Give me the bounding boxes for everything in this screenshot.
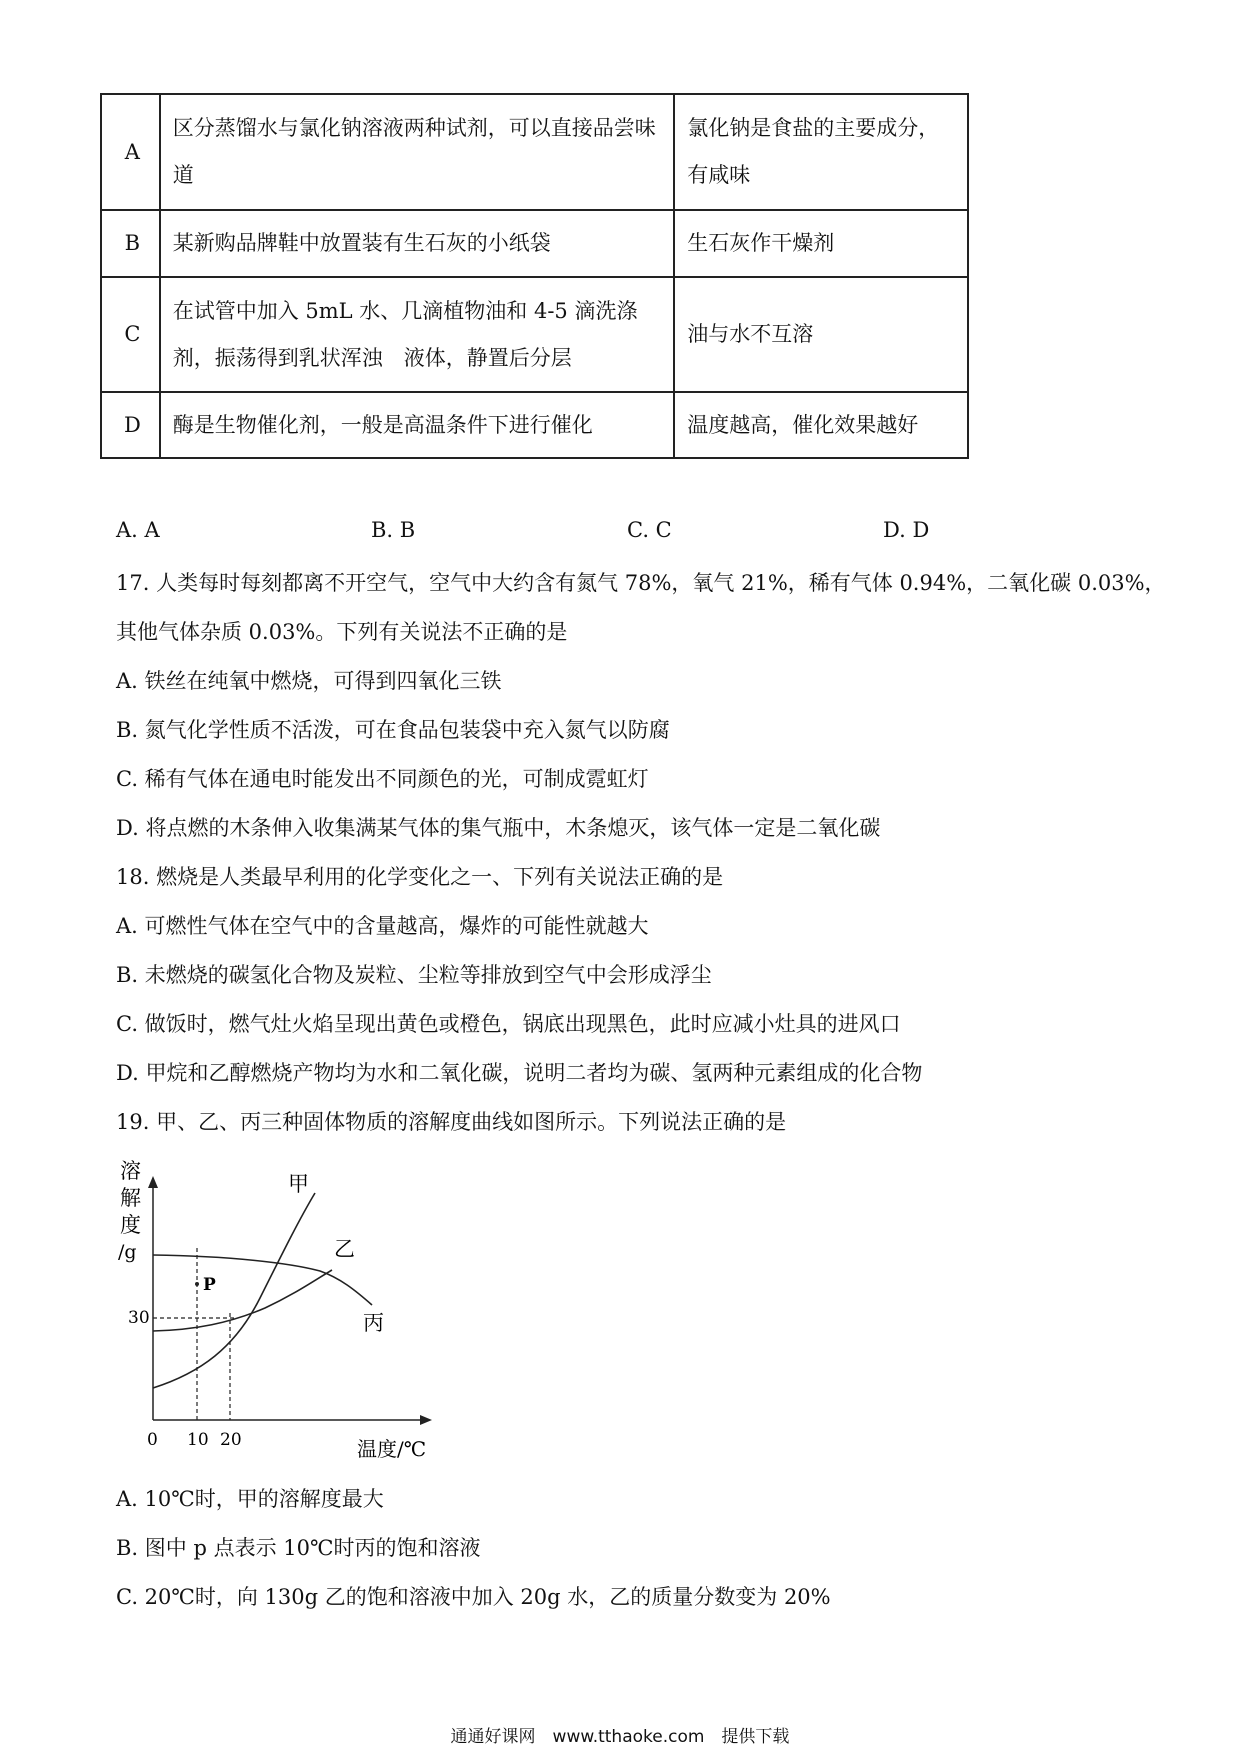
table-option: C [101, 277, 160, 392]
x-axis-arrow [420, 1415, 432, 1425]
y-label-char: 解 [120, 1186, 141, 1210]
table-description: 区分蒸馏水与氯化钠溶液两种试剂，可以直接品尝味道 [160, 94, 675, 210]
x-axis-label: 温度/℃ [357, 1437, 427, 1458]
q19-option-a: A. 10℃时，甲的溶解度最大 [116, 1487, 384, 1511]
series-label-jia: 甲 [288, 1172, 309, 1196]
q17-stem-line1: 17. 人类每时每刻都离不开空气，空气中大约含有氮气 78%，氧气 21%，稀有气体 0.94%，二氧化碳 0.03%， [116, 571, 1166, 595]
series-label-bing: 丙 [363, 1311, 384, 1335]
q18-option-d: D. 甲烷和乙醇燃烧产物均为水和二氧化碳，说明二者均为碳、氢两种元素组成的化合物 [116, 1061, 923, 1085]
table-row [101, 94, 968, 210]
table-description: 某新购品牌鞋中放置装有生石灰的小纸袋 [160, 210, 675, 277]
q18-stem: 18. 燃烧是人类最早利用的化学变化之一、下列有关说法正确的是 [116, 865, 724, 889]
q17-stem-line2: 其他气体杂质 0.03%。下列有关说法不正确的是 [116, 620, 568, 644]
q19-stem: 19. 甲、乙、丙三种固体物质的溶解度曲线如图所示。下列说法正确的是 [116, 1110, 787, 1134]
q16-choices [0, 518, 1240, 548]
page-footer: 通通好课网 www.tthaoke.com 提供下载 [450, 1727, 790, 1747]
table-description: 在试管中加入 5mL 水、几滴植物油和 4-5 滴洗涤剂，振荡得到乳状浑浊 液体，静置后分层 [160, 277, 675, 392]
q16-choice-a: A. A [116, 518, 160, 542]
q18-option-b: B. 未燃烧的碳氢化合物及炭粒、尘粒等排放到空气中会形成浮尘 [116, 963, 712, 987]
curve-bing [153, 1255, 372, 1305]
q19-option-b: B. 图中 p 点表示 10℃时丙的饱和溶液 [116, 1536, 481, 1560]
x-tick-label: 20 [220, 1430, 242, 1450]
table-reason: 氯化钠是食盐的主要成分，有咸味 [674, 94, 968, 210]
x-tick-label: 0 [147, 1430, 158, 1450]
curve-yi [153, 1270, 332, 1331]
y-label-char: 度 [120, 1213, 141, 1237]
table-reason: 生石灰作干燥剂 [674, 210, 968, 277]
y-label-char: /g [118, 1241, 137, 1263]
table-reason: 油与水不互溶 [674, 277, 968, 392]
x-tick-label: 10 [187, 1430, 209, 1450]
table-row [101, 392, 968, 458]
q17-option-d: D. 将点燃的木条伸入收集满某气体的集气瓶中，木条熄灭，该气体一定是二氧化碳 [116, 816, 881, 840]
q16-choice-c: C. C [627, 518, 672, 542]
table-option: D [101, 392, 160, 458]
q16-choice-d: D. D [883, 518, 930, 542]
series-label-yi: 乙 [334, 1237, 355, 1261]
q17-option-c: C. 稀有气体在通电时能发出不同颜色的光，可制成霓虹灯 [116, 767, 649, 791]
y-axis-arrow [148, 1176, 158, 1188]
q18-option-a: A. 可燃性气体在空气中的含量越高，爆炸的可能性就越大 [116, 914, 649, 938]
curve-jia [153, 1193, 315, 1388]
point-p-label: P [203, 1275, 216, 1295]
table-reason: 温度越高，催化效果越好 [674, 392, 968, 458]
table-option: B [101, 210, 160, 277]
q17-option-a: A. 铁丝在纯氧中燃烧，可得到四氧化三铁 [116, 669, 502, 693]
q17-option-b: B. 氮气化学性质不活泼，可在食品包装袋中充入氮气以防腐 [116, 718, 670, 742]
y-label-char: 溶 [120, 1159, 141, 1183]
table-option: A [101, 94, 160, 210]
y-tick-label: 30 [128, 1308, 150, 1328]
answer-table [100, 93, 969, 459]
point-p [195, 1282, 199, 1286]
q16-choice-b: B. B [371, 518, 416, 542]
q19-option-c: C. 20℃时，向 130g 乙的饱和溶液中加入 20g 水，乙的质量分数变为 20% [116, 1585, 831, 1609]
solubility-chart [110, 1158, 440, 1458]
table-description: 酶是生物催化剂，一般是高温条件下进行催化 [160, 392, 675, 458]
q18-option-c: C. 做饭时，燃气灶火焰呈现出黄色或橙色，锅底出现黑色，此时应减小灶具的进风口 [116, 1012, 901, 1036]
table-row [101, 277, 968, 392]
table-row [101, 210, 968, 277]
